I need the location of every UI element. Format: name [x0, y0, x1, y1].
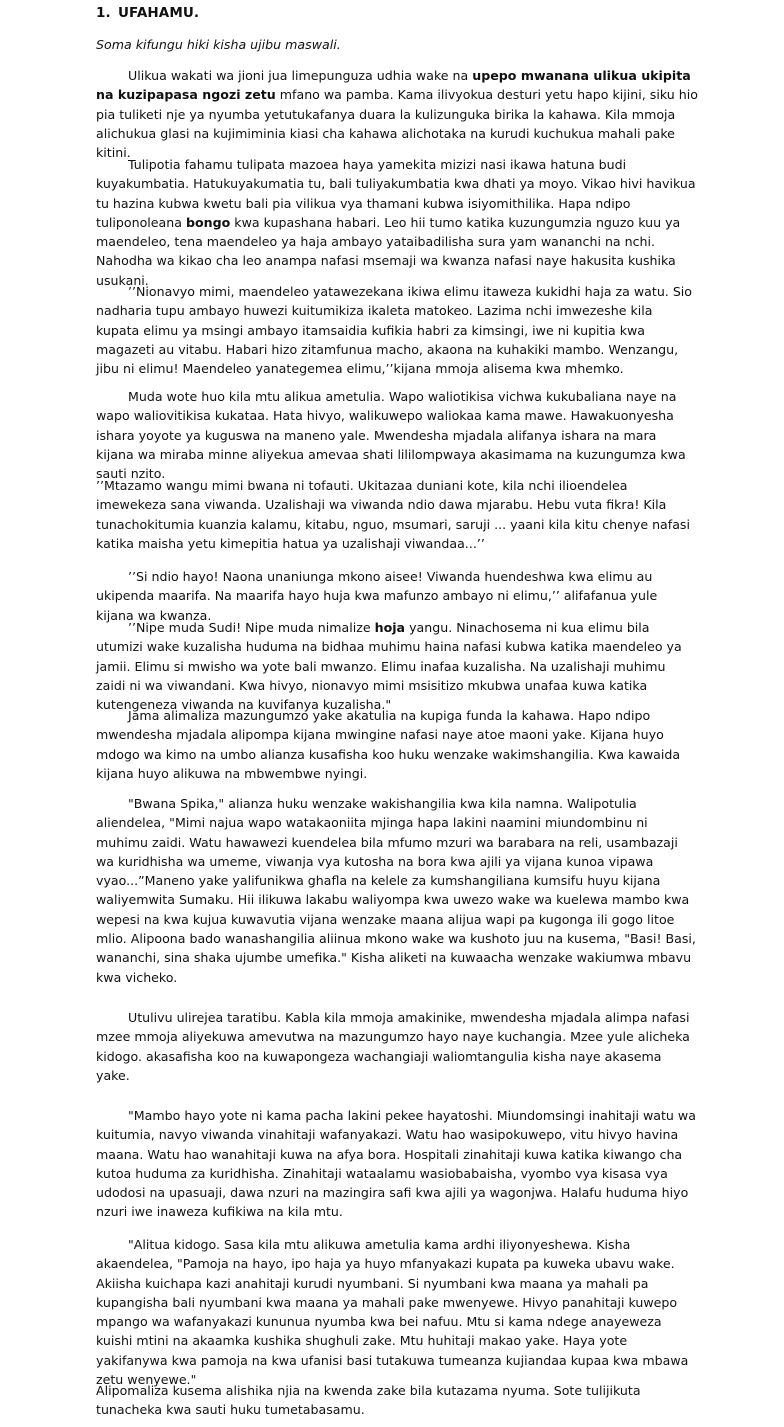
paragraph	[96, 282, 698, 378]
text-run: Muda wote huo kila mtu alikua ametulia. Wapo waliotikisa vichwa kukubaliana naye na wapo waliovitikisa kukataa. Hata hivyo, walikuwepo waliokaa kama mawe. Hawakuonyesha ishara yoyote ya kuguswa na maneno yale. Mwendesha mjadala alifanya ishara na mara kijana wa miraba minne aliyekua amevaa shati lililompwaya akasimama na kuzungumza kwa sauti nzito.	[96, 389, 686, 482]
text-run: yangu. Ninachosema ni kua elimu bila utumizi wake kuzalisha huduma na bidhaa muhimu haina nafasi kubwa katika maendeleo ya jamii. Elimu si mwisho wa yote bali mwanzo. Elimu inafaa kuzalisha. Na uzalishaji muhimu zaidi ni wa viwandani. Kwa hivyo, nionavyo mimi msisitizo mkubwa unafaa kuwa katika kutengeneza viwanda na kuvifanya kuzalisha."	[96, 620, 682, 713]
instruction: Soma kifungu hiki kisha ujibu maswali.	[96, 37, 341, 52]
paragraph	[96, 1106, 698, 1222]
text-run: ’’Nipe muda Sudi! Nipe muda nimalize	[128, 620, 375, 635]
bold-phrase: bongo	[185, 214, 231, 230]
text-run: ’’Mtazamo wangu mimi bwana ni tofauti. Ukitazaa duniani kote, kila nchi ilioendelea imewekeza sana viwanda. Uzalishaji wa viwanda ndio dawa mjarabu. Hebu vuta fikra! Kila tunachokitumia kuanzia kalamu, kitabu, nguo, msumari, saruji ... yaani kila kitu chenye nafasi katika maisha yetu kimepitia hatua ya uzalishaji viwandaa...’’	[96, 478, 690, 551]
text-run: mfano wa pamba. Kama ilivyokua desturi yetu hapo kijini, siku hio pia tuliketi nje ya nyumba yetutukafanya duara la kulizunguka birika la kahawa. Kila mmoja alichukua glasi na kujimiminia kiasi cha kahawa alichotaka na kurudi kuchukua mahali pake kitini.	[96, 87, 698, 161]
paragraph	[96, 618, 698, 714]
paragraph	[96, 1008, 698, 1085]
paragraph	[96, 794, 698, 987]
section-title: UFAHAMU.	[118, 5, 200, 21]
text-run: "Bwana Spika," alianza huku wenzake wakishangilia kwa kila namna. Walipotulia aliendelea, "Mimi najua wapo watakaoniita mjinga hapa lakini naamini miundombinu ni muhimu zaidi. Watu hawawezi kuendelea bila mfumo mzuri wa barabara na reli, usambazaji wa kuridhisha wa umeme, viwanja vya kutosha na bora kwa ajili ya vijana kunoa vipawa vyao...”Maneno yake yalifunikwa ghafla na kelele za kumshangiliana kumsifu huyu kijana waliyemwita Sumaku. Hii ilikuwa lakabu waliyompa kwa uwezo wake wa kuelewa mambo kwa wepesi na kwa kujua kuwavutia vijana wenzake maana alijua wapi pa kugonga ili gogo litoe mlio. Alipoona bado wanashangilia aliinua mkono wake wa kushoto juu na kusema, "Basi! Basi, wananchi, sina shaka ujumbe umefika." Kisha aliketi na kuwaacha wenzake wakiumwa mbavu kwa vicheko.	[96, 796, 696, 985]
paragraph	[96, 387, 698, 483]
paragraph	[96, 66, 698, 162]
bold-phrase: upepo mwanana ulikua ukipita na kuzipapasa ngozi zetu	[96, 68, 691, 103]
paragraph	[96, 476, 698, 553]
text-run: Alipomaliza kusema alishika njia na kwenda zake bila kutazama nyuma. Sote tulijikuta tunacheka kwa sauti huku tumetabasamu.	[96, 1383, 641, 1418]
text-run: ’’Nionavyo mimi, maendeleo yatawezekana ikiwa elimu itaweza kukidhi haja za watu. Sio nadharia tupu ambayo huwezi kuitumikiza ikaleta matokeo. Lazima nchi imwezeshe kila kupata elimu ya msingi ambayo itamsaidia kufikia habri za kimsingi, iwe ni kupitia kwa magazeti au vitabu. Habari hizo zitamfunua macho, akaona na kuhakiki mambo. Wenzangu, jibu ni elimu! Maendeleo yanategemea elimu,’’kijana mmoja alisema kwa mhemko.	[96, 284, 693, 377]
text-run: Utulivu ulirejea taratibu. Kabla kila mmoja amakinike, mwendesha mjadala alimpa nafasi mzee mmoja aliyekuwa amevutwa na mazungumzo hayo naye kuchangia. Mzee yule alicheka kidogo. akasafisha koo na kuwapongeza wachangiaji waliomtangulia kisha naye akasema yake.	[96, 1010, 690, 1083]
text-run: "Mambo hayo yote ni kama pacha lakini pekee hayatoshi. Miundomsingi inahitaji watu wa kuitumia, navyo viwanda vinahitaji wafanyakazi. Watu hao wasipokuwepo, vitu hivyo havina maana. Watu hao wanahitaji kuwa na afya bora. Hospitali zinahitaji kuwa katika kiwango cha kutoa huduma za kuridhisha. Zinahitaji wataalamu wasiobabaisha, vyombo vya kisasa vya udodosi na upasuaji, dawa nzuri na mazingira safi kwa ajili ya wagonjwa. Halafu huduma hiyo nzuri iwe inaweza kufikiwa na kila mtu.	[96, 1108, 696, 1220]
paragraph	[96, 1235, 698, 1389]
paragraph	[96, 706, 698, 783]
text-run: Ulikua wakati wa jioni jua limepunguza udhia wake na	[128, 68, 473, 83]
section-heading	[96, 5, 199, 21]
section-number: 1.	[96, 5, 111, 21]
text-run: ’’Si ndio hayo! Naona unaniunga mkono aisee! Viwanda huendeshwa kwa elimu au ukipenda maarifa. Na maarifa hayo huja kwa mafunzo ambayo ni elimu,’’ alifafanua yule kijana wa kwanza.	[96, 569, 658, 623]
text-run: "Alitua kidogo. Sasa kila mtu alikuwa ametulia kama ardhi iliyonyeshewa. Kisha akaendelea, "Pamoja na hayo, ipo haja ya huyo mfanyakazi kupata pa kuweka ubavu wake. Akiisha kuichapa kazi anahitaji kurudi nyumbani. Si nyumbani kwa maana ya mahali pa kupangisha bali nyumbani kwa maana ya mahali pake mwenyewe. Hivyo panahitaji kuwepo mpango wa wafanyakazi kununua nyumba kwa bei nafuu. Mtu si kama ndege anayeweza kuishi mtini na akaamka kushika shughuli zake. Mtu huhitaji makao yake. Haya yote yakifanywa kwa pamoja na kwa ufanisi basi tutakuwa tumeanza kujiandaa kupaa kwa mbawa zetu wenyewe."	[96, 1237, 689, 1388]
paragraph	[96, 1381, 698, 1420]
paragraph	[96, 155, 698, 290]
bold-phrase: hoja	[374, 620, 406, 635]
text-run: kwa kupashana habari. Leo hii tumo katika kuzungumzia nguzo kuu ya maendeleo, tena maendeleo ya haja ambayo yataibadilisha sura yam wananchi na nchi. Nahodha wa kikao cha leo anampa nafasi msemaji wa kwanza nafasi naye hakusita kushika usukani.	[96, 214, 681, 288]
paragraph	[96, 567, 698, 625]
text-run: Tulipotia fahamu tulipata mazoea haya yamekita mizizi nasi ikawa hatuna budi kuyakumbatia. Hatukuyakumatia tu, bali tuliyakumbatia kwa dhati ya moyo. Vikao hivi havikua tu hazina kubwa kwetu bali pia vilikua vya thamani kubwa isiyomithilika. Hapa ndipo tuliponoleana	[96, 157, 696, 230]
text-run: Jama alimaliza mazungumzo yake akatulia na kupiga funda la kahawa. Hapo ndipo mwendesha mjadala alipompa kijana mwingine nafasi naye atoe maoni yake. Kijana huyo mdogo wa kimo na umbo alianza kusafisha koo huku wenzake wakimshangilia. Kwa kawaida kijana huyo alikuwa na mbwembwe nyingi.	[96, 708, 681, 781]
